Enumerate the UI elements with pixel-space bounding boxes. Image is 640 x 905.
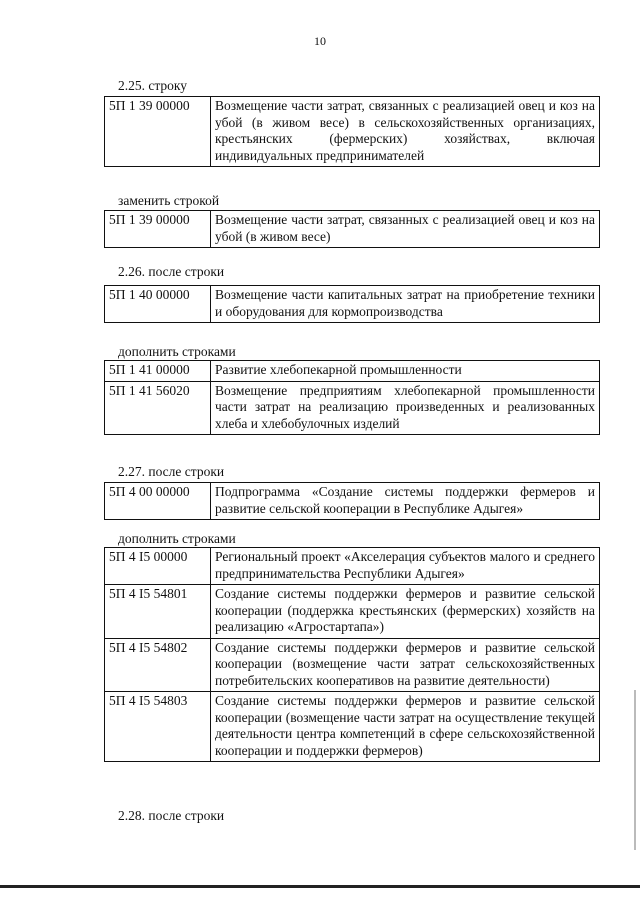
budget-code: 5П 4 00 00000 xyxy=(105,483,211,520)
section-label: 2.25. строку xyxy=(118,78,188,93)
row-description: Возмещение части затрат, связанных с реализацией овец и коз на убой (в живом весе) xyxy=(211,211,600,248)
section-label: заменить строкой xyxy=(118,193,220,208)
table-row xyxy=(105,97,600,167)
code-table xyxy=(104,482,600,520)
table-row xyxy=(105,692,600,762)
row-description: Развитие хлебопекарной промышленности xyxy=(211,361,600,382)
row-description: Возмещение части затрат, связанных с реализацией овец и коз на убой (в живом весе) в сельскохозяйственных организациях, крестьянских (фермерских) хозяйствах, включая индивидуальных предпринимателей xyxy=(211,97,600,167)
row-description: Создание системы поддержки фермеров и развитие сельской кооперации (поддержка крестьянских (фермерских) хозяйств на реализацию «Агростартапа») xyxy=(211,585,600,639)
scan-bottom-edge xyxy=(0,885,640,888)
scan-margin-mark xyxy=(634,690,636,850)
budget-code: 5П 1 40 00000 xyxy=(105,286,211,323)
section-label: 2.26. после строки xyxy=(118,264,225,279)
code-table xyxy=(104,285,600,323)
row-description: Возмещение части капитальных затрат на приобретение техники и оборудования для кормопроизводства xyxy=(211,286,600,323)
table-row xyxy=(105,361,600,382)
table-row xyxy=(105,286,600,323)
budget-code: 5П 1 41 00000 xyxy=(105,361,211,382)
section-label: 2.27. после строки xyxy=(118,464,225,479)
table-row xyxy=(105,548,600,585)
budget-code: 5П 4 I5 54802 xyxy=(105,638,211,692)
page-number: 10 xyxy=(314,34,326,48)
table-row xyxy=(105,381,600,435)
row-description: Региональный проект «Акселерация субъектов малого и среднего предпринимательства Республики Адыгея» xyxy=(211,548,600,585)
budget-code: 5П 1 41 56020 xyxy=(105,381,211,435)
row-description: Подпрограмма «Создание системы поддержки фермеров и развитие сельской кооперации в Республике Адыгея» xyxy=(211,483,600,520)
budget-code: 5П 4 I5 54803 xyxy=(105,692,211,762)
budget-code: 5П 1 39 00000 xyxy=(105,211,211,248)
budget-code: 5П 4 I5 00000 xyxy=(105,548,211,585)
code-table xyxy=(104,547,600,762)
row-description: Создание системы поддержки фермеров и развитие сельской кооперации (возмещение части затрат на осуществление текущей деятельности центра компетенций в сфере сельскохозяйственной кооперации и поддержки фермеров) xyxy=(211,692,600,762)
table-row xyxy=(105,585,600,639)
section-label: дополнить строками xyxy=(118,531,236,546)
code-table xyxy=(104,360,600,435)
code-table xyxy=(104,210,600,248)
row-description: Возмещение предприятиям хлебопекарной промышленности части затрат на реализацию произведенных и реализованных хлеба и хлебобулочных изделий xyxy=(211,381,600,435)
section-label: 2.28. после строки xyxy=(118,808,225,823)
table-row xyxy=(105,211,600,248)
budget-code: 5П 4 I5 54801 xyxy=(105,585,211,639)
table-row xyxy=(105,483,600,520)
budget-code: 5П 1 39 00000 xyxy=(105,97,211,167)
section-label: дополнить строками xyxy=(118,344,236,359)
code-table xyxy=(104,96,600,167)
row-description: Создание системы поддержки фермеров и развитие сельской кооперации (возмещение части затрат сельскохозяйственных потребительских кооперативов на развитие деятельности) xyxy=(211,638,600,692)
table-row xyxy=(105,638,600,692)
